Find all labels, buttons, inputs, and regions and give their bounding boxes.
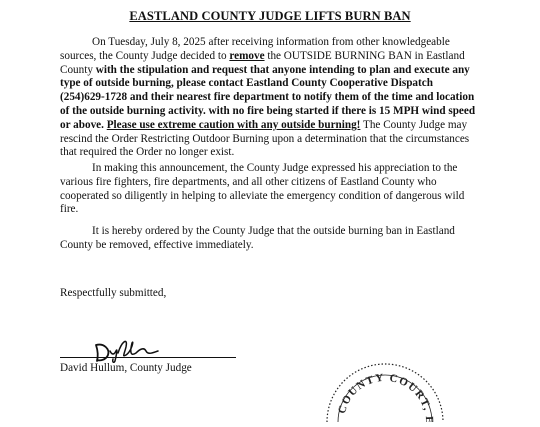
p1-text-1: On Tuesday, July 8, 2025 after receiving information from other knowledgeable sources, the County Judge decided to — [60, 36, 450, 62]
seal-image — [310, 362, 460, 422]
document-title: EASTLAND COUNTY JUDGE LIFTS BURN BAN — [129, 9, 411, 23]
county-court-seal — [310, 362, 460, 422]
signer-name: David Hullum, County Judge — [60, 362, 192, 374]
signature-line — [60, 357, 236, 358]
paragraph-announcement — [60, 36, 480, 160]
p1-stipulation: with the stipulation and request that anyone intending to plan and execute any type of outside burning, please contact Eastland County Cooperative Dispatch (254)629-1728 and their nearest fire department to notify them of the time and location of the outside burning activity. with no fire being started if there is 15 MPH wind speed or above. — [60, 63, 476, 131]
svg-text:COUNTY COURT, EASTLAND — [310, 362, 435, 422]
p1-remove-emphasis: remove — [229, 49, 265, 62]
p1-text-2: the OUTSIDE BURNING BAN in Eastland County — [60, 49, 465, 76]
signature-block — [60, 333, 240, 363]
paragraph-order — [60, 225, 480, 253]
p1-caution-emphasis: Please use extreme caution with any outside burning! — [106, 118, 361, 131]
paragraph-appreciation — [60, 162, 480, 217]
p1-text-3: The County Judge may rescind the Order Restricting Outdoor Burning upon a determination that the circumstances that required the Order no longer exist. — [60, 118, 470, 159]
seal-text: COUNTY COURT, E — [335, 371, 436, 422]
p2-text: In making this announcement, the County Judge expressed his appreciation to the various fire fighters, fire departments, and all other citizens of Eastland County who cooperated so diligently in helping to alleviate the emergency condition of dangerous wild fire. — [60, 162, 465, 216]
handwritten-signature — [88, 333, 208, 363]
p3-text: It is hereby ordered by the County Judge that the outside burning ban in Eastland County be removed, effective immediately. — [60, 225, 455, 251]
closing-text: Respectfully submitted, — [60, 287, 167, 299]
